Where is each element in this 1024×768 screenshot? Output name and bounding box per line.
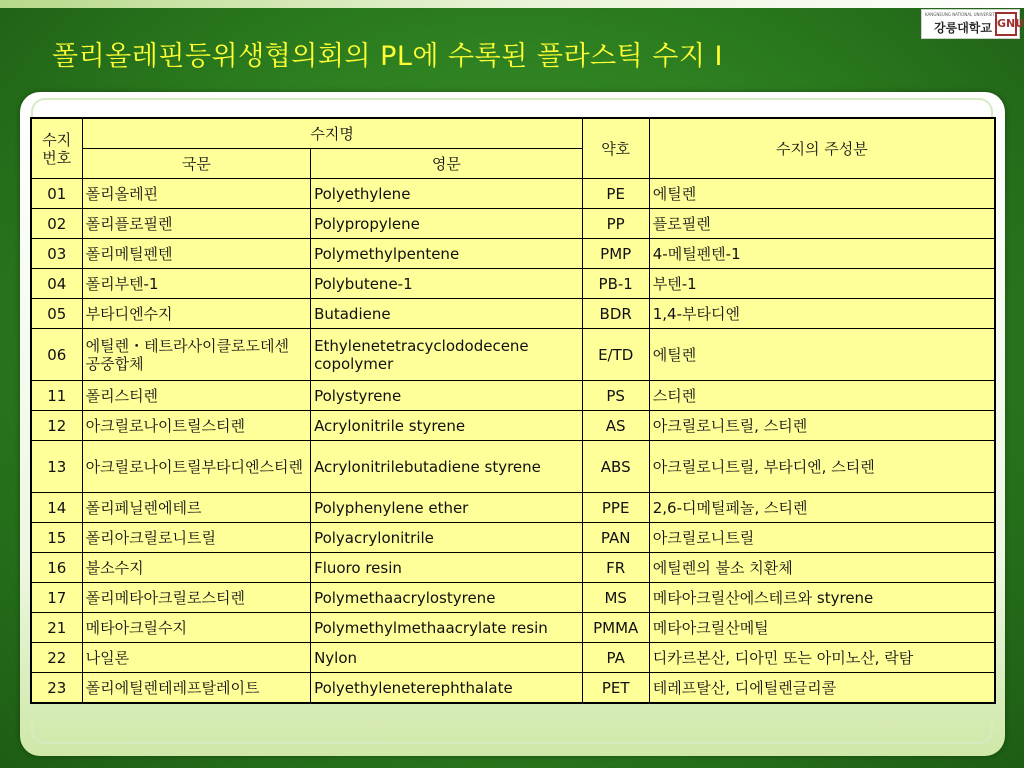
cell-main-component: 디카르본산, 디아민 또는 아미노산, 락탐 [649,643,995,673]
cell-main-component: 플로필렌 [649,209,995,239]
cell-abbreviation: PP [582,209,649,239]
cell-number: 21 [31,613,82,643]
header-english-name: 영문 [311,149,583,179]
cell-main-component: 메타아크릴산에스테르와 styrene [649,583,995,613]
cell-korean-name: 폴리스티렌 [82,381,310,411]
cell-abbreviation: FR [582,553,649,583]
cell-english-name: Ethylenetetracyclododecene copolymer [311,329,583,381]
cell-korean-name: 부타디엔수지 [82,299,310,329]
logo-emblem-icon: GNU [995,12,1017,36]
cell-english-name: Polyacrylonitrile [311,523,583,553]
logo-name: 강릉대학교 [934,20,992,35]
table-row [31,209,995,239]
cell-english-name: Polymethylpentene [311,239,583,269]
cell-main-component: 아크릴로니트릴, 부타디엔, 스티렌 [649,441,995,493]
cell-number: 16 [31,553,82,583]
cell-abbreviation: BDR [582,299,649,329]
cell-english-name: Fluoro resin [311,553,583,583]
cell-korean-name: 폴리올레핀 [82,179,310,209]
table-row [31,329,995,381]
logo-english-text: KANGNEUNG NATIONAL UNIVERSITY [925,12,998,17]
table-row [31,179,995,209]
cell-korean-name: 폴리에틸렌테레프탈레이트 [82,673,310,704]
top-accent-bar [0,0,1024,8]
table-row [31,299,995,329]
header-number: 수지 번호 [31,118,82,179]
cell-abbreviation: PPE [582,493,649,523]
table-row [31,583,995,613]
cell-english-name: Polystyrene [311,381,583,411]
cell-korean-name: 폴리페닐렌에테르 [82,493,310,523]
cell-abbreviation: MS [582,583,649,613]
cell-abbreviation: PB-1 [582,269,649,299]
header-name-group: 수지명 [82,118,582,149]
cell-number: 02 [31,209,82,239]
cell-abbreviation: PE [582,179,649,209]
table-row [31,553,995,583]
cell-main-component: 에틸렌 [649,329,995,381]
header-main-component: 수지의 주성분 [649,118,995,179]
cell-english-name: Nylon [311,643,583,673]
table-row [31,613,995,643]
cell-number: 22 [31,643,82,673]
cell-korean-name: 폴리아크릴로니트릴 [82,523,310,553]
table-header-row [31,118,995,149]
cell-korean-name: 폴리메타아크릴로스티렌 [82,583,310,613]
cell-main-component: 에틸렌의 불소 치환체 [649,553,995,583]
cell-abbreviation: ABS [582,441,649,493]
cell-abbreviation: PS [582,381,649,411]
table-row [31,381,995,411]
cell-english-name: Acrylonitrile styrene [311,411,583,441]
cell-korean-name: 폴리플로필렌 [82,209,310,239]
cell-abbreviation: PMP [582,239,649,269]
cell-number: 03 [31,239,82,269]
cell-abbreviation: E/TD [582,329,649,381]
cell-main-component: 테레프탈산, 디에틸렌글리콜 [649,673,995,704]
cell-number: 13 [31,441,82,493]
cell-english-name: Polyethylene [311,179,583,209]
cell-number: 04 [31,269,82,299]
table-row [31,673,995,704]
cell-english-name: Acrylonitrilebutadiene styrene [311,441,583,493]
cell-korean-name: 에틸렌・테트라사이클로도데센 공중합체 [82,329,310,381]
cell-main-component: 2,6-디메틸페놀, 스티렌 [649,493,995,523]
cell-number: 06 [31,329,82,381]
cell-english-name: Polymethylmethaacrylate resin [311,613,583,643]
resin-table [30,117,996,704]
cell-english-name: Polyphenylene ether [311,493,583,523]
cell-korean-name: 불소수지 [82,553,310,583]
cell-number: 23 [31,673,82,704]
cell-english-name: Polybutene-1 [311,269,583,299]
cell-number: 15 [31,523,82,553]
cell-english-name: Polymethaacrylostyrene [311,583,583,613]
cell-english-name: Polyethyleneterephthalate [311,673,583,704]
header-abbreviation: 약호 [582,118,649,179]
cell-main-component: 에틸렌 [649,179,995,209]
cell-main-component: 아크릴로니트릴, 스티렌 [649,411,995,441]
cell-abbreviation: PMMA [582,613,649,643]
cell-abbreviation: AS [582,411,649,441]
cell-korean-name: 폴리메틸펜텐 [82,239,310,269]
resin-table-body [31,118,995,703]
header-korean-name: 국문 [82,149,310,179]
cell-abbreviation: PET [582,673,649,704]
table-row [31,411,995,441]
cell-abbreviation: PA [582,643,649,673]
cell-english-name: Polypropylene [311,209,583,239]
cell-korean-name: 나일론 [82,643,310,673]
page-title: 폴리올레핀등위생협의회의 PL에 수록된 플라스틱 수지 I [52,41,724,72]
cell-korean-name: 메타아크릴수지 [82,613,310,643]
cell-main-component: 부텐-1 [649,269,995,299]
cell-english-name: Butadiene [311,299,583,329]
cell-abbreviation: PAN [582,523,649,553]
cell-main-component: 아크릴로니트릴 [649,523,995,553]
cell-korean-name: 아크릴로나이트릴부타디엔스티렌 [82,441,310,493]
cell-number: 14 [31,493,82,523]
cell-korean-name: 아크릴로나이트릴스티렌 [82,411,310,441]
table-row [31,239,995,269]
table-row [31,269,995,299]
cell-number: 12 [31,411,82,441]
cell-korean-name: 폴리부텐-1 [82,269,310,299]
cell-main-component: 스티렌 [649,381,995,411]
cell-number: 11 [31,381,82,411]
cell-main-component: 메타아크릴산메틸 [649,613,995,643]
cell-main-component: 1,4-부타디엔 [649,299,995,329]
table-row [31,493,995,523]
table-row [31,441,995,493]
cell-number: 05 [31,299,82,329]
cell-number: 17 [31,583,82,613]
cell-number: 01 [31,179,82,209]
cell-main-component: 4-메틸펜텐-1 [649,239,995,269]
university-logo [921,9,1024,39]
table-row [31,523,995,553]
table-row [31,643,995,673]
